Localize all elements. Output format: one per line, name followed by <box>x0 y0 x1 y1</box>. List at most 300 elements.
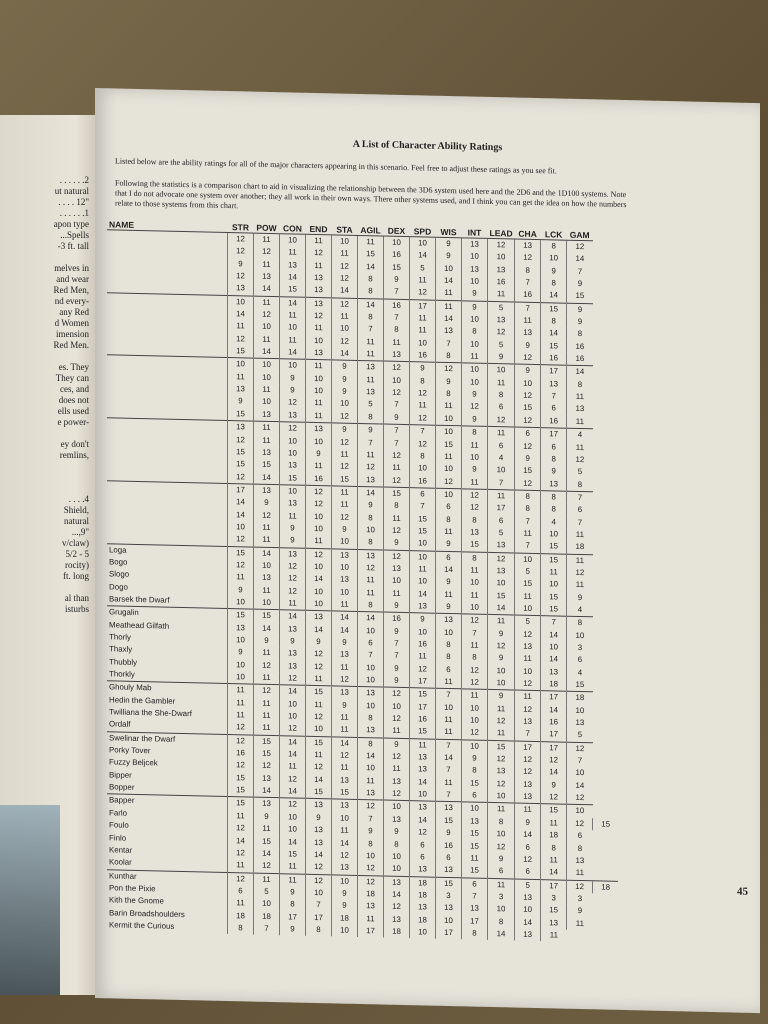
rating-cell: 8 <box>358 737 384 750</box>
character-name: Kith the Gnome <box>109 895 164 906</box>
rating-cell: 9 <box>332 373 358 386</box>
rating-cell: 17 <box>410 701 436 714</box>
rating-cell: 12 <box>488 640 515 653</box>
rating-cell: 10 <box>410 537 436 550</box>
rating-cell: 10 <box>280 710 306 723</box>
rating-cell: 13 <box>541 378 567 391</box>
rating-cell: 11 <box>410 312 436 325</box>
rating-cell: 11 <box>384 725 410 738</box>
rating-cell: 14 <box>515 829 541 842</box>
rating-cell: 16 <box>410 638 436 651</box>
rating-cell: 13 <box>332 862 358 875</box>
rating-cell: 9 <box>488 690 515 703</box>
rating-cell: 12 <box>332 511 358 524</box>
rating-cell: 11 <box>567 441 593 454</box>
rating-cell: 10 <box>541 641 567 654</box>
document-page <box>95 88 760 1013</box>
rating-cell: 10 <box>567 767 593 780</box>
rating-cell: 6 <box>567 654 593 667</box>
rating-cell: 9 <box>358 499 384 512</box>
rating-cell: 11 <box>567 416 593 429</box>
rating-cell: 10 <box>306 561 332 574</box>
rating-cell: 14 <box>436 313 462 326</box>
rating-cell: 12 <box>384 474 410 487</box>
character-name: Koolar <box>109 857 132 868</box>
rating-cell: 10 <box>515 904 541 917</box>
rating-cell: 13 <box>358 724 384 737</box>
rating-cell: 11 <box>410 563 436 576</box>
rating-cell: 10 <box>358 700 384 713</box>
rating-cell: 11 <box>410 325 436 338</box>
rating-cell: 12 <box>462 502 488 515</box>
rating-cell: 15 <box>332 473 358 486</box>
rating-cell: 15 <box>410 525 436 538</box>
rating-cell: 15 <box>410 688 436 701</box>
rating-cell: 11 <box>358 587 384 600</box>
rating-cell: 12 <box>515 754 541 767</box>
left-page-text-line: ey don't <box>60 439 89 449</box>
rating-cell: 9 <box>515 816 541 829</box>
rating-cell: 13 <box>515 716 541 729</box>
rating-cell: 14 <box>410 814 436 827</box>
rating-cell: 13 <box>515 239 541 252</box>
rating-cell: 9 <box>541 465 567 478</box>
rating-cell: 12 <box>280 560 306 573</box>
rating-cell: 12 <box>228 233 254 246</box>
rating-cell: 11 <box>306 460 332 473</box>
rating-cell: 12 <box>488 753 515 766</box>
character-name: Thorkly <box>109 669 135 679</box>
rating-cell: 14 <box>332 837 358 850</box>
rating-cell: 10 <box>280 234 306 247</box>
rating-cell: 18 <box>567 692 593 705</box>
rating-cell: 13 <box>332 686 358 699</box>
rating-cell: 17 <box>541 365 567 378</box>
rating-cell: 10 <box>515 377 541 390</box>
rating-cell: 15 <box>541 591 567 604</box>
rating-cell: 7 <box>436 789 462 802</box>
rating-cell: 10 <box>462 802 488 815</box>
rating-cell: 10 <box>488 464 515 477</box>
rating-cell: 9 <box>280 534 306 547</box>
rating-cell: 6 <box>410 839 436 852</box>
rating-cell: 12 <box>306 861 332 874</box>
rating-cell: 14 <box>358 750 384 763</box>
rating-cell: 12 <box>358 461 384 474</box>
rating-cell: 10 <box>280 322 306 335</box>
character-name: Ghouly Mab <box>107 681 228 697</box>
rating-cell: 11 <box>254 384 280 397</box>
rating-cell: 8 <box>358 599 384 612</box>
rating-cell: 11 <box>254 584 280 597</box>
rating-cell: 4 <box>567 666 593 679</box>
rating-cell: 3 <box>567 893 593 906</box>
rating-cell: 9 <box>254 635 280 648</box>
rating-cell: 13 <box>280 497 306 510</box>
rating-cell: 14 <box>541 653 567 666</box>
rating-cell: 15 <box>228 784 254 797</box>
rating-cell: 11 <box>436 300 462 313</box>
rating-cell: 12 <box>410 438 436 451</box>
rating-cell: 14 <box>280 836 306 849</box>
rating-cell: 9 <box>384 537 410 550</box>
rating-cell: 9 <box>410 362 436 375</box>
rating-cell: 9 <box>384 826 410 839</box>
rating-cell: 10 <box>280 485 306 498</box>
rating-cell: 14 <box>436 275 462 288</box>
rating-cell: 13 <box>332 548 358 561</box>
rating-cell: 14 <box>410 776 436 789</box>
rating-cell: 12 <box>488 238 515 251</box>
rating-cell: 7 <box>410 425 436 438</box>
rating-cell: 11 <box>254 333 280 346</box>
rating-cell: 11 <box>306 234 332 247</box>
rating-cell: 9 <box>462 464 488 477</box>
rating-cell: 8 <box>541 453 567 466</box>
rating-cell: 13 <box>228 622 254 635</box>
rating-cell: 3 <box>488 891 515 904</box>
rating-cell: 11 <box>541 854 567 867</box>
rating-cell: 6 <box>410 488 436 501</box>
rating-cell: 15 <box>410 726 436 739</box>
rating-cell: 16 <box>436 839 462 852</box>
column-header: DEX <box>387 225 406 236</box>
rating-cell: 8 <box>436 639 462 652</box>
column-header: LEAD <box>489 227 513 238</box>
rating-cell: 14 <box>280 735 306 748</box>
rating-cell: 4 <box>488 452 515 465</box>
rating-cell: 14 <box>541 629 567 642</box>
rating-cell: 12 <box>254 246 280 259</box>
rating-cell: 7 <box>515 540 541 553</box>
rating-cell: 13 <box>384 813 410 826</box>
rating-cell: 16 <box>410 475 436 488</box>
rating-cell: 11 <box>515 590 541 603</box>
rating-cell: 17 <box>358 925 384 938</box>
rating-cell: 12 <box>280 397 306 410</box>
left-page-text-line: any Red <box>59 307 89 317</box>
rating-cell: 9 <box>280 522 306 535</box>
rating-cell: 7 <box>436 689 462 702</box>
rating-cell: 12 <box>254 309 280 322</box>
rating-cell: 7 <box>358 813 384 826</box>
rating-cell: 3 <box>567 642 593 655</box>
rating-cell: 11 <box>306 322 332 335</box>
rating-cell: 17 <box>280 911 306 924</box>
rating-cell: 13 <box>280 409 306 422</box>
rating-cell: 13 <box>515 928 541 941</box>
rating-cell: 17 <box>541 741 567 754</box>
rating-cell: 14 <box>228 509 254 522</box>
rating-cell: 14 <box>410 249 436 262</box>
rating-cell: 14 <box>280 610 306 623</box>
rating-cell: 14 <box>384 888 410 901</box>
rating-cell: 12 <box>228 847 254 860</box>
rating-cell: 9 <box>462 752 488 765</box>
rating-cell: 10 <box>567 805 593 818</box>
rating-cell: 11 <box>358 449 384 462</box>
rating-cell: 9 <box>358 825 384 838</box>
rating-cell: 9 <box>306 812 332 825</box>
rating-cell: 9 <box>567 905 593 918</box>
rating-cell: 14 <box>280 296 306 309</box>
rating-cell: 12 <box>462 489 488 502</box>
rating-cell: 12 <box>228 270 254 283</box>
rating-cell: 11 <box>228 697 254 710</box>
rating-cell: 13 <box>410 801 436 814</box>
rating-cell: 6 <box>515 866 541 879</box>
character-name: Slogo <box>109 569 130 580</box>
rating-cell: 6 <box>541 441 567 454</box>
rating-cell: 5 <box>515 879 541 892</box>
character-name: Bapper <box>107 794 228 810</box>
rating-cell: 10 <box>462 251 488 264</box>
rating-cell: 7 <box>384 312 410 325</box>
rating-cell: 11 <box>384 512 410 525</box>
rating-cell: 18 <box>541 678 567 691</box>
rating-cell: 8 <box>541 503 567 516</box>
character-name: Barin Broadshoulders <box>109 907 185 919</box>
rating-cell: 11 <box>254 823 280 836</box>
rating-cell: 8 <box>384 500 410 513</box>
rating-cell: 11 <box>384 763 410 776</box>
left-page-text-line: ut natural <box>54 186 89 196</box>
character-name: Meathead Gilfath <box>109 619 170 631</box>
rating-cell: 9 <box>384 600 410 613</box>
rating-cell: 12 <box>410 387 436 400</box>
rating-cell: 15 <box>358 248 384 261</box>
rating-cell: 12 <box>384 687 410 700</box>
rating-cell: 9 <box>306 636 332 649</box>
rating-cell: 13 <box>462 526 488 539</box>
rating-cell: 9 <box>515 452 541 465</box>
rating-cell: 3 <box>436 890 462 903</box>
character-name: Swelinar the Dwarf <box>107 732 228 748</box>
rating-cell: 11 <box>436 588 462 601</box>
rating-cell: 17 <box>306 911 332 924</box>
rating-cell: 6 <box>410 851 436 864</box>
rating-cell: 8 <box>462 326 488 339</box>
column-header: SPD <box>413 225 432 237</box>
rating-cell: 15 <box>280 848 306 861</box>
rating-cell: 9 <box>332 900 358 913</box>
rating-cell: 9 <box>332 423 358 436</box>
rating-cell: 10 <box>436 701 462 714</box>
rating-cell: 10 <box>541 252 567 265</box>
rating-cell: 8 <box>567 842 593 855</box>
rating-cell: 6 <box>436 501 462 514</box>
rating-cell: 10 <box>306 723 332 736</box>
rating-cell: 13 <box>410 764 436 777</box>
rating-cell: 10 <box>358 625 384 638</box>
rating-cell: 14 <box>228 496 254 509</box>
left-page-text-line: ces, and <box>60 384 89 394</box>
rating-cell: 10 <box>488 364 515 377</box>
rating-cell: 11 <box>515 527 541 540</box>
rating-cell: 17 <box>541 879 567 892</box>
rating-cell: 10 <box>280 823 306 836</box>
rating-cell: 12 <box>567 240 593 253</box>
rating-cell: 11 <box>332 499 358 512</box>
rating-cell: 11 <box>306 397 332 410</box>
rating-cell: 9 <box>436 827 462 840</box>
rating-cell: 10 <box>410 550 436 563</box>
rating-cell: 11 <box>436 287 462 300</box>
rating-cell: 15 <box>462 840 488 853</box>
rating-cell: 10 <box>358 850 384 863</box>
rating-cell: 15 <box>488 590 515 603</box>
rating-cell: 8 <box>462 426 488 439</box>
rating-cell: 18 <box>332 912 358 925</box>
rating-cell: 12 <box>384 361 410 374</box>
rating-cell: 7 <box>541 616 567 629</box>
left-page-image-fragment <box>0 805 60 995</box>
rating-cell: 10 <box>410 626 436 639</box>
rating-cell: 13 <box>306 836 332 849</box>
rating-cell: 12 <box>515 853 541 866</box>
rating-cell: 13 <box>358 361 384 374</box>
rating-cell: 13 <box>280 459 306 472</box>
rating-cell: 11 <box>488 878 515 891</box>
rating-cell: 10 <box>515 602 541 615</box>
rating-cell: 9 <box>254 497 280 510</box>
rating-cell: 14 <box>358 612 384 625</box>
rating-cell: 7 <box>567 265 593 278</box>
rating-cell: 14 <box>280 785 306 798</box>
rating-cell: 17 <box>410 299 436 312</box>
rating-cell: 10 <box>488 790 515 803</box>
rating-cell: 14 <box>488 928 515 941</box>
rating-cell: 16 <box>488 276 515 289</box>
rating-cell: 12 <box>332 410 358 423</box>
rating-cell: 11 <box>228 709 254 722</box>
character-name: Bipper <box>109 770 132 780</box>
rating-cell: 14 <box>254 346 280 359</box>
rating-cell: 14 <box>358 261 384 274</box>
rating-cell: 10 <box>306 887 332 900</box>
rating-cell: 9 <box>567 303 593 316</box>
rating-cell: 11 <box>515 803 541 816</box>
left-page-text-line: imension <box>56 329 89 339</box>
rating-cell: 6 <box>515 427 541 440</box>
rating-cell: 12 <box>306 711 332 724</box>
rating-cell: 14 <box>254 283 280 296</box>
rating-cell: 8 <box>567 328 593 341</box>
rating-cell: 18 <box>254 910 280 923</box>
rating-cell: 7 <box>567 755 593 768</box>
rating-cell: 11 <box>254 722 280 735</box>
rating-cell: 11 <box>488 615 515 628</box>
column-header: NAME <box>109 218 135 230</box>
rating-cell: 5 <box>410 262 436 275</box>
rating-cell: 7 <box>384 286 410 299</box>
rating-cell: 11 <box>358 374 384 387</box>
rating-cell: 9 <box>488 351 515 364</box>
left-page-text-line: ...Spells <box>60 230 89 240</box>
rating-cell: 9 <box>254 810 280 823</box>
rating-cell: 10 <box>228 671 254 684</box>
rating-cell: 8 <box>541 315 567 328</box>
rating-cell: 12 <box>462 401 488 414</box>
rating-cell: 9 <box>228 395 254 408</box>
rating-cell: 11 <box>567 391 593 404</box>
rating-cell: 11 <box>462 439 488 452</box>
rating-cell: 17 <box>541 428 567 441</box>
rating-cell: 12 <box>384 449 410 462</box>
rating-cell: 6 <box>462 877 488 890</box>
rating-cell: 10 <box>254 371 280 384</box>
rating-cell: 18 <box>384 925 410 938</box>
rating-cell: 8 <box>358 837 384 850</box>
rating-cell: 11 <box>228 810 254 823</box>
rating-cell: 13 <box>462 238 488 251</box>
rating-cell: 10 <box>515 553 541 566</box>
rating-cell: 8 <box>567 378 593 391</box>
column-header: WIS <box>440 226 457 237</box>
rating-cell: 13 <box>515 641 541 654</box>
rating-cell: 12 <box>332 673 358 686</box>
rating-cell: 14 <box>254 547 280 560</box>
rating-cell: 11 <box>254 233 280 246</box>
rating-cell: 7 <box>567 491 593 504</box>
rating-cell: 11 <box>462 589 488 602</box>
rating-cell: 12 <box>306 247 332 260</box>
left-page-text-line: 5/2 - 5 <box>65 549 89 559</box>
rating-cell: 11 <box>332 448 358 461</box>
rating-cell: 9 <box>228 646 254 659</box>
rating-cell: 11 <box>332 248 358 261</box>
rating-cell: 12 <box>384 713 410 726</box>
rating-cell: 12 <box>410 287 436 300</box>
rating-cell: 15 <box>515 402 541 415</box>
rating-cell: 15 <box>384 487 410 500</box>
rating-cell: 10 <box>384 374 410 387</box>
rating-cell: 15 <box>462 827 488 840</box>
rating-cell: 10 <box>280 447 306 460</box>
rating-cell: 8 <box>436 388 462 401</box>
rating-cell: 11 <box>436 777 462 790</box>
rating-cell: 5 <box>567 729 593 742</box>
rating-cell: 13 <box>384 775 410 788</box>
rating-cell: 16 <box>515 289 541 302</box>
left-page-text-line: . . . . 12" <box>58 197 89 207</box>
rating-cell: 18 <box>410 889 436 902</box>
rating-cell: 13 <box>358 787 384 800</box>
rating-cell: 8 <box>228 922 254 935</box>
character-name: Pon the Pixie <box>109 883 156 894</box>
rating-cell: 9 <box>332 887 358 900</box>
rating-cell: 13 <box>436 614 462 627</box>
rating-cell: 11 <box>358 913 384 926</box>
rating-cell: 10 <box>332 235 358 248</box>
character-name: Hedin the Gambler <box>109 695 176 706</box>
rating-cell: 10 <box>488 903 515 916</box>
rating-cell: 8 <box>488 816 515 829</box>
rating-cell: 12 <box>280 798 306 811</box>
rating-cell: 10 <box>332 586 358 599</box>
rating-cell: 10 <box>228 358 254 371</box>
rating-cell: 10 <box>306 523 332 536</box>
rating-cell: 11 <box>254 522 280 535</box>
character-name: Barsek the Dwarf <box>109 594 170 605</box>
rating-cell: 11 <box>515 690 541 703</box>
rating-cell: 10 <box>462 363 488 376</box>
rating-cell: 18 <box>228 910 254 923</box>
rating-cell: 10 <box>358 662 384 675</box>
rating-cell: 12 <box>332 749 358 762</box>
rating-cell: 10 <box>254 396 280 409</box>
rating-cell: 7 <box>384 650 410 663</box>
